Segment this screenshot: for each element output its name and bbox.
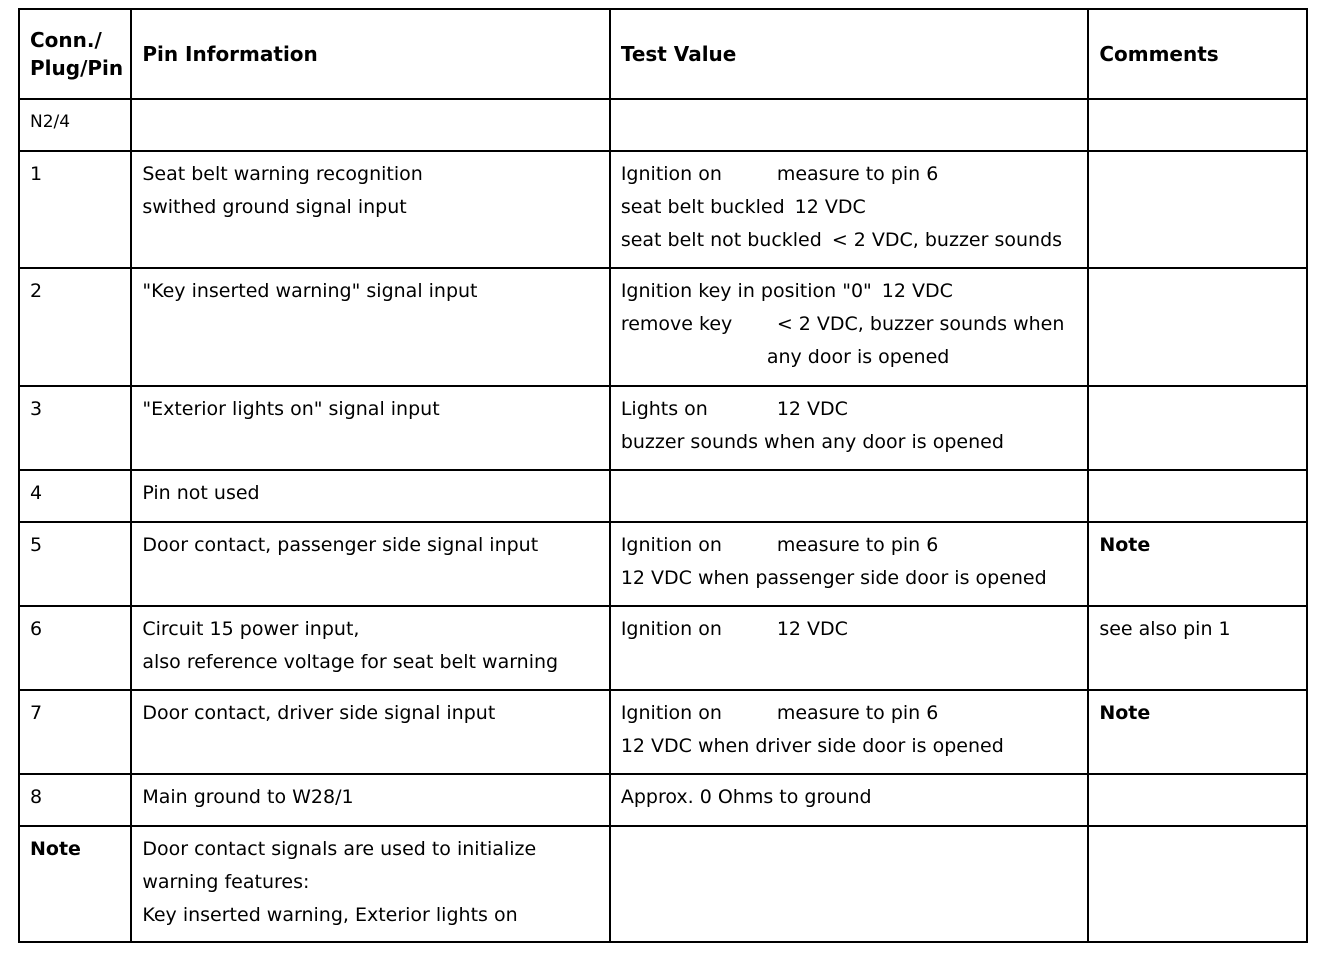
- pin-information-text: swithed ground signal input: [142, 196, 407, 218]
- pin-information-cell: [131, 386, 609, 470]
- test-value-condition: Ignition on: [620, 618, 722, 640]
- table-row: [19, 774, 1307, 826]
- pin-information-cell: [131, 690, 609, 774]
- comment-text: see also pin 1: [1099, 618, 1231, 640]
- header-conn-plug-pin: Conn./ Plug/Pin: [19, 9, 131, 99]
- pin-information-text: warning features:: [142, 871, 310, 893]
- comments-cell: [1088, 522, 1307, 606]
- test-value-line: [621, 341, 1079, 374]
- pin-cell: [19, 151, 131, 268]
- pin-label: N2/4: [30, 112, 71, 132]
- test-value-condition: Lights on: [620, 398, 708, 420]
- pin-information-text: Key inserted warning, Exterior lights on: [142, 904, 518, 926]
- table-row: [19, 826, 1307, 942]
- test-value-condition: 12 VDC when passenger side door is opened: [620, 567, 1047, 589]
- test-value-detail: measure to pin 6: [776, 702, 939, 724]
- test-value-cell: [610, 470, 1088, 522]
- table-row: [19, 606, 1307, 690]
- table-row: [19, 151, 1307, 268]
- comments-cell: [1088, 386, 1307, 470]
- table-row: [19, 386, 1307, 470]
- test-value-detail: < 2 VDC, buzzer sounds: [831, 229, 1063, 251]
- test-value-line: [621, 730, 1079, 763]
- test-value-cell: [610, 386, 1088, 470]
- pin-cell: [19, 522, 131, 606]
- test-value-cell: [610, 522, 1088, 606]
- test-value-condition: remove key: [620, 313, 733, 335]
- test-value-detail: 12 VDC: [776, 398, 848, 420]
- pin-information-text: Seat belt warning recognition: [142, 163, 423, 185]
- test-value-cell: [610, 151, 1088, 268]
- pin-label: 4: [30, 482, 43, 504]
- test-value-cell: [610, 99, 1088, 151]
- pin-cell: [19, 99, 131, 151]
- pin-information-text: also reference voltage for seat belt warning: [142, 651, 559, 673]
- pin-information-text: Door contact, passenger side signal input: [142, 534, 539, 556]
- test-value-line: [621, 158, 1079, 191]
- pin-cell: [19, 470, 131, 522]
- test-value-condition: buzzer sounds when any door is opened: [620, 431, 1004, 453]
- test-value-cell: [610, 268, 1088, 386]
- pin-table-sheet: [18, 8, 1308, 943]
- pin-label: 7: [30, 702, 43, 724]
- header-pin-information: Pin Information: [131, 9, 609, 99]
- test-value-line: [621, 529, 1079, 562]
- comments-cell: [1088, 690, 1307, 774]
- test-value-condition: Approx. 0 Ohms to ground: [620, 786, 872, 808]
- test-value-cell: [610, 606, 1088, 690]
- comments-cell: [1088, 774, 1307, 826]
- test-value-condition: Ignition on: [620, 534, 722, 556]
- pin-cell: [19, 606, 131, 690]
- pin-information-cell: [131, 470, 609, 522]
- comment-text: Note: [1099, 534, 1151, 556]
- comments-cell: [1088, 826, 1307, 942]
- test-value-line: [621, 308, 1079, 341]
- table-row: [19, 470, 1307, 522]
- test-value-line: [621, 224, 1079, 257]
- table-body: [19, 99, 1307, 942]
- test-value-line: [621, 191, 1079, 224]
- table-row: [19, 690, 1307, 774]
- test-value-line: [621, 613, 1079, 646]
- pin-information-text: Circuit 15 power input,: [142, 618, 360, 640]
- table-row: [19, 522, 1307, 606]
- pin-label: Note: [30, 838, 81, 860]
- test-value-condition: Ignition key in position "0": [620, 280, 872, 302]
- test-value-line: [621, 393, 1079, 426]
- test-value-line: [621, 275, 1079, 308]
- comment-text: Note: [1099, 702, 1151, 724]
- pin-information-cell: [131, 522, 609, 606]
- test-value-detail: measure to pin 6: [776, 534, 939, 556]
- pin-label: 1: [30, 163, 43, 185]
- test-value-cell: [610, 826, 1088, 942]
- test-value-line: [621, 562, 1079, 595]
- pin-information-cell: [131, 606, 609, 690]
- test-value-detail: < 2 VDC, buzzer sounds when: [776, 313, 1065, 335]
- pin-cell: [19, 774, 131, 826]
- table-row: [19, 268, 1307, 386]
- test-value-condition: Ignition on: [620, 163, 722, 185]
- test-value-cell: [610, 774, 1088, 826]
- comments-cell: [1088, 268, 1307, 386]
- comments-cell: [1088, 470, 1307, 522]
- test-value-line: [621, 697, 1079, 730]
- test-value-detail: 12 VDC: [776, 618, 848, 640]
- pin-information-cell: [131, 99, 609, 151]
- pin-cell: [19, 386, 131, 470]
- test-value-condition: seat belt buckled: [620, 196, 785, 218]
- pin-information-text: "Exterior lights on" signal input: [142, 398, 440, 420]
- test-value-line: [621, 781, 1079, 814]
- test-value-condition: seat belt not buckled: [620, 229, 822, 251]
- pin-label: 5: [30, 534, 43, 556]
- pin-assignment-table: [18, 8, 1308, 943]
- pin-information-text: Door contact, driver side signal input: [142, 702, 496, 724]
- pin-cell: [19, 826, 131, 942]
- pin-information-cell: [131, 151, 609, 268]
- pin-label: 8: [30, 786, 43, 808]
- pin-information-cell: [131, 774, 609, 826]
- test-value-condition: Ignition on: [620, 702, 722, 724]
- test-value-detail: any door is opened: [766, 346, 950, 368]
- pin-cell: [19, 268, 131, 386]
- pin-information-text: Pin not used: [142, 482, 260, 504]
- table-row: [19, 99, 1307, 151]
- test-value-condition: 12 VDC when driver side door is opened: [620, 735, 1004, 757]
- header-row: [19, 9, 1307, 99]
- pin-information-text: Door contact signals are used to initialize: [142, 838, 537, 860]
- pin-label: 2: [30, 280, 43, 302]
- pin-cell: [19, 690, 131, 774]
- test-value-line: [621, 426, 1079, 459]
- comments-cell: [1088, 99, 1307, 151]
- header-test-value: Test Value: [610, 9, 1088, 99]
- pin-information-text: "Key inserted warning" signal input: [142, 280, 478, 302]
- pin-information-text: Main ground to W28/1: [142, 786, 354, 808]
- pin-label: 6: [30, 618, 43, 640]
- comments-cell: [1088, 606, 1307, 690]
- test-value-detail: 12 VDC: [881, 280, 953, 302]
- test-value-cell: [610, 690, 1088, 774]
- pin-label: 3: [30, 398, 43, 420]
- pin-information-cell: [131, 268, 609, 386]
- pin-information-cell: [131, 826, 609, 942]
- test-value-detail: 12 VDC: [794, 196, 866, 218]
- test-value-detail: measure to pin 6: [776, 163, 939, 185]
- header-comments: Comments: [1088, 9, 1307, 99]
- comments-cell: [1088, 151, 1307, 268]
